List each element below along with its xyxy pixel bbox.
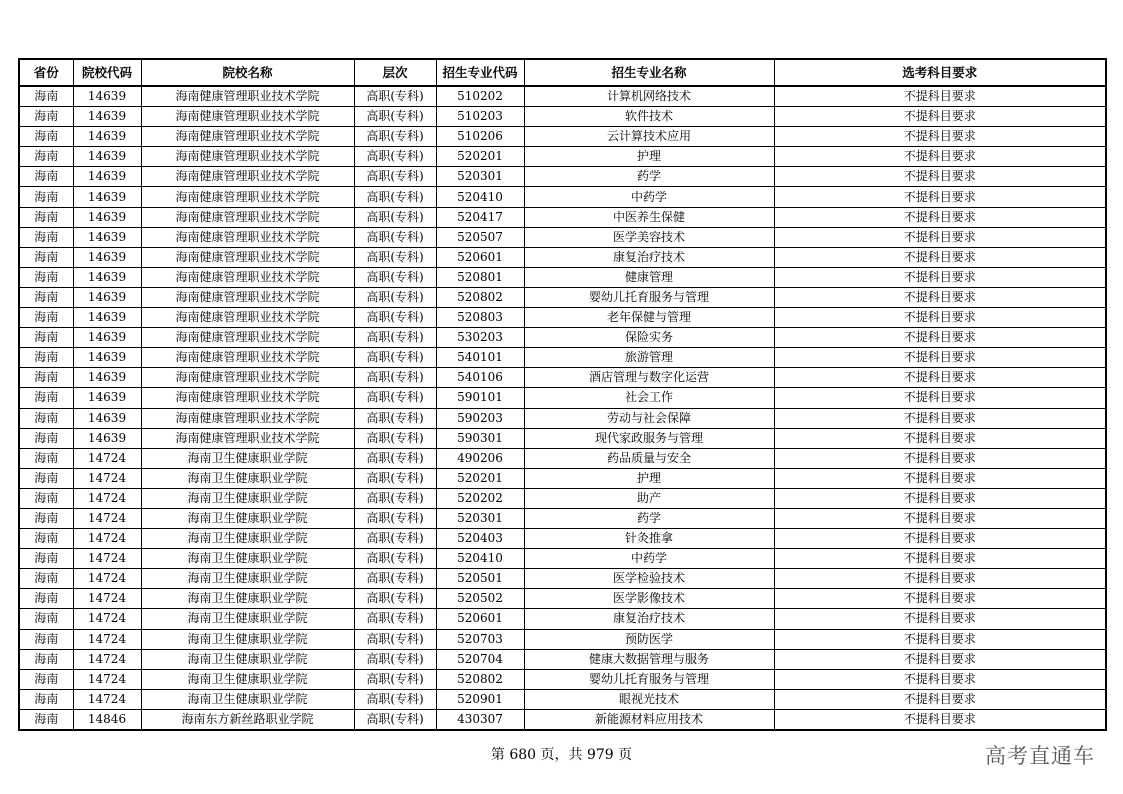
- cell-province: 海南: [19, 107, 73, 127]
- cell-subject-requirement: 不提科目要求: [774, 428, 1106, 448]
- table-row: [19, 308, 1106, 328]
- cell-major-name: 护理: [524, 147, 774, 167]
- cell-major-name: 老年保健与管理: [524, 308, 774, 328]
- cell-school-code: 14724: [73, 468, 141, 488]
- cell-major-name: 康复治疗技术: [524, 247, 774, 267]
- cell-subject-requirement: 不提科目要求: [774, 227, 1106, 247]
- cell-major-code: 520410: [436, 549, 524, 569]
- cell-subject-requirement: 不提科目要求: [774, 649, 1106, 669]
- cell-subject-requirement: 不提科目要求: [774, 267, 1106, 287]
- cell-school-name: 海南健康管理职业技术学院: [141, 107, 354, 127]
- cell-subject-requirement: 不提科目要求: [774, 508, 1106, 528]
- cell-major-code: 590301: [436, 428, 524, 448]
- watermark-logo: 高考直通车: [985, 744, 1095, 768]
- cell-school-name: 海南卫生健康职业学院: [141, 508, 354, 528]
- cell-level: 高职(专科): [354, 549, 436, 569]
- cell-subject-requirement: 不提科目要求: [774, 147, 1106, 167]
- cell-major-code: 510206: [436, 127, 524, 147]
- cell-subject-requirement: 不提科目要求: [774, 247, 1106, 267]
- cell-major-name: 医学检验技术: [524, 569, 774, 589]
- cell-school-code: 14724: [73, 549, 141, 569]
- cell-school-name: 海南卫生健康职业学院: [141, 488, 354, 508]
- cell-level: 高职(专科): [354, 86, 436, 107]
- cell-subject-requirement: 不提科目要求: [774, 328, 1106, 348]
- cell-major-code: 520802: [436, 669, 524, 689]
- table-row: [19, 408, 1106, 428]
- cell-school-code: 14724: [73, 609, 141, 629]
- cell-level: 高职(专科): [354, 368, 436, 388]
- cell-subject-requirement: 不提科目要求: [774, 207, 1106, 227]
- cell-school-name: 海南卫生健康职业学院: [141, 629, 354, 649]
- cell-school-code: 14724: [73, 649, 141, 669]
- cell-major-code: 520704: [436, 649, 524, 669]
- cell-school-name: 海南健康管理职业技术学院: [141, 328, 354, 348]
- cell-province: 海南: [19, 287, 73, 307]
- cell-province: 海南: [19, 629, 73, 649]
- cell-school-name: 海南东方新丝路职业学院: [141, 709, 354, 730]
- table-row: [19, 669, 1106, 689]
- cell-level: 高职(专科): [354, 508, 436, 528]
- cell-school-code: 14639: [73, 127, 141, 147]
- cell-school-name: 海南健康管理职业技术学院: [141, 86, 354, 107]
- cell-school-name: 海南卫生健康职业学院: [141, 669, 354, 689]
- cell-level: 高职(专科): [354, 629, 436, 649]
- cell-province: 海南: [19, 348, 73, 368]
- cell-major-name: 眼视光技术: [524, 689, 774, 709]
- cell-level: 高职(专科): [354, 308, 436, 328]
- cell-province: 海南: [19, 448, 73, 468]
- table-row: [19, 549, 1106, 569]
- cell-province: 海南: [19, 368, 73, 388]
- cell-province: 海南: [19, 187, 73, 207]
- cell-major-name: 计算机网络技术: [524, 86, 774, 107]
- table-row: [19, 448, 1106, 468]
- cell-subject-requirement: 不提科目要求: [774, 287, 1106, 307]
- cell-major-code: 520202: [436, 488, 524, 508]
- cell-school-name: 海南健康管理职业技术学院: [141, 368, 354, 388]
- cell-school-name: 海南健康管理职业技术学院: [141, 207, 354, 227]
- cell-major-code: 520301: [436, 167, 524, 187]
- header-province: 省份: [19, 59, 73, 86]
- cell-major-code: 520201: [436, 468, 524, 488]
- cell-school-code: 14639: [73, 107, 141, 127]
- cell-major-name: 药品质量与安全: [524, 448, 774, 468]
- cell-school-name: 海南健康管理职业技术学院: [141, 187, 354, 207]
- cell-school-code: 14639: [73, 147, 141, 167]
- cell-level: 高职(专科): [354, 609, 436, 629]
- table-row: [19, 147, 1106, 167]
- cell-level: 高职(专科): [354, 388, 436, 408]
- cell-school-code: 14724: [73, 448, 141, 468]
- table-row: [19, 227, 1106, 247]
- table-row: [19, 508, 1106, 528]
- cell-major-name: 康复治疗技术: [524, 609, 774, 629]
- cell-major-code: 590101: [436, 388, 524, 408]
- header-school-code: 院校代码: [73, 59, 141, 86]
- cell-major-name: 保险实务: [524, 328, 774, 348]
- cell-subject-requirement: 不提科目要求: [774, 107, 1106, 127]
- cell-major-code: 520417: [436, 207, 524, 227]
- cell-major-name: 酒店管理与数字化运营: [524, 368, 774, 388]
- header-school-name: 院校名称: [141, 59, 354, 86]
- cell-level: 高职(专科): [354, 529, 436, 549]
- cell-subject-requirement: 不提科目要求: [774, 388, 1106, 408]
- cell-school-code: 14639: [73, 247, 141, 267]
- cell-major-name: 健康管理: [524, 267, 774, 287]
- cell-major-code: 540101: [436, 348, 524, 368]
- cell-province: 海南: [19, 488, 73, 508]
- cell-level: 高职(专科): [354, 408, 436, 428]
- cell-major-name: 劳动与社会保障: [524, 408, 774, 428]
- table-row: [19, 629, 1106, 649]
- cell-subject-requirement: 不提科目要求: [774, 167, 1106, 187]
- cell-level: 高职(专科): [354, 468, 436, 488]
- cell-school-code: 14639: [73, 187, 141, 207]
- admission-table: [18, 58, 1107, 731]
- table-row: [19, 127, 1106, 147]
- cell-major-code: 520802: [436, 287, 524, 307]
- cell-school-code: 14724: [73, 589, 141, 609]
- table-row: [19, 709, 1106, 730]
- cell-major-code: 520507: [436, 227, 524, 247]
- cell-major-code: 510203: [436, 107, 524, 127]
- cell-level: 高职(专科): [354, 167, 436, 187]
- cell-province: 海南: [19, 207, 73, 227]
- cell-school-name: 海南卫生健康职业学院: [141, 468, 354, 488]
- cell-province: 海南: [19, 227, 73, 247]
- table-row: [19, 529, 1106, 549]
- header-major-name: 招生专业名称: [524, 59, 774, 86]
- cell-province: 海南: [19, 508, 73, 528]
- cell-major-code: 520703: [436, 629, 524, 649]
- cell-major-name: 中药学: [524, 549, 774, 569]
- cell-province: 海南: [19, 127, 73, 147]
- cell-subject-requirement: 不提科目要求: [774, 629, 1106, 649]
- cell-province: 海南: [19, 549, 73, 569]
- table-row: [19, 468, 1106, 488]
- cell-province: 海南: [19, 689, 73, 709]
- cell-level: 高职(专科): [354, 448, 436, 468]
- cell-school-code: 14724: [73, 529, 141, 549]
- cell-province: 海南: [19, 328, 73, 348]
- cell-major-code: 520502: [436, 589, 524, 609]
- cell-subject-requirement: 不提科目要求: [774, 468, 1106, 488]
- cell-major-code: 520301: [436, 508, 524, 528]
- table-row: [19, 86, 1106, 107]
- cell-school-name: 海南健康管理职业技术学院: [141, 167, 354, 187]
- table-row: [19, 569, 1106, 589]
- cell-major-code: 520601: [436, 609, 524, 629]
- table-row: [19, 107, 1106, 127]
- cell-level: 高职(专科): [354, 649, 436, 669]
- table-row: [19, 247, 1106, 267]
- cell-major-code: 540106: [436, 368, 524, 388]
- cell-major-code: 520801: [436, 267, 524, 287]
- table-row: [19, 609, 1106, 629]
- cell-subject-requirement: 不提科目要求: [774, 448, 1106, 468]
- header-row: [19, 59, 1106, 86]
- cell-major-code: 520501: [436, 569, 524, 589]
- cell-school-code: 14639: [73, 328, 141, 348]
- table-row: [19, 428, 1106, 448]
- cell-subject-requirement: 不提科目要求: [774, 86, 1106, 107]
- cell-major-name: 现代家政服务与管理: [524, 428, 774, 448]
- cell-school-name: 海南健康管理职业技术学院: [141, 308, 354, 328]
- cell-major-code: 520803: [436, 308, 524, 328]
- cell-major-code: 520201: [436, 147, 524, 167]
- cell-major-name: 药学: [524, 167, 774, 187]
- cell-school-name: 海南健康管理职业技术学院: [141, 267, 354, 287]
- header-level: 层次: [354, 59, 436, 86]
- cell-major-name: 婴幼儿托育服务与管理: [524, 669, 774, 689]
- cell-province: 海南: [19, 569, 73, 589]
- cell-level: 高职(专科): [354, 227, 436, 247]
- table-row: [19, 368, 1106, 388]
- cell-school-code: 14639: [73, 207, 141, 227]
- cell-subject-requirement: 不提科目要求: [774, 368, 1106, 388]
- cell-major-name: 健康大数据管理与服务: [524, 649, 774, 669]
- cell-school-code: 14639: [73, 287, 141, 307]
- cell-level: 高职(专科): [354, 267, 436, 287]
- cell-subject-requirement: 不提科目要求: [774, 669, 1106, 689]
- cell-major-name: 社会工作: [524, 388, 774, 408]
- cell-major-code: 530203: [436, 328, 524, 348]
- cell-major-name: 云计算技术应用: [524, 127, 774, 147]
- cell-province: 海南: [19, 529, 73, 549]
- cell-province: 海南: [19, 589, 73, 609]
- cell-subject-requirement: 不提科目要求: [774, 569, 1106, 589]
- cell-level: 高职(专科): [354, 107, 436, 127]
- cell-province: 海南: [19, 86, 73, 107]
- cell-level: 高职(专科): [354, 187, 436, 207]
- cell-level: 高职(专科): [354, 428, 436, 448]
- cell-school-code: 14639: [73, 227, 141, 247]
- cell-major-name: 助产: [524, 488, 774, 508]
- table-row: [19, 689, 1106, 709]
- cell-province: 海南: [19, 649, 73, 669]
- cell-school-code: 14724: [73, 629, 141, 649]
- table-row: [19, 267, 1106, 287]
- table-row: [19, 649, 1106, 669]
- cell-school-name: 海南卫生健康职业学院: [141, 609, 354, 629]
- cell-school-code: 14639: [73, 86, 141, 107]
- page-number: 第 680 页，共 979 页: [490, 747, 633, 763]
- cell-major-code: 520601: [436, 247, 524, 267]
- cell-subject-requirement: 不提科目要求: [774, 709, 1106, 730]
- cell-school-name: 海南健康管理职业技术学院: [141, 227, 354, 247]
- cell-school-name: 海南卫生健康职业学院: [141, 529, 354, 549]
- table-row: [19, 167, 1106, 187]
- cell-level: 高职(专科): [354, 287, 436, 307]
- cell-major-code: 490206: [436, 448, 524, 468]
- cell-subject-requirement: 不提科目要求: [774, 488, 1106, 508]
- cell-level: 高职(专科): [354, 127, 436, 147]
- cell-subject-requirement: 不提科目要求: [774, 529, 1106, 549]
- cell-school-name: 海南健康管理职业技术学院: [141, 348, 354, 368]
- table-row: [19, 328, 1106, 348]
- cell-level: 高职(专科): [354, 207, 436, 227]
- table-header: [19, 59, 1106, 86]
- cell-province: 海南: [19, 609, 73, 629]
- table-row: [19, 187, 1106, 207]
- cell-level: 高职(专科): [354, 589, 436, 609]
- cell-school-code: 14639: [73, 348, 141, 368]
- cell-school-name: 海南卫生健康职业学院: [141, 649, 354, 669]
- cell-province: 海南: [19, 468, 73, 488]
- table-body: [19, 86, 1106, 730]
- cell-province: 海南: [19, 388, 73, 408]
- cell-major-code: 520410: [436, 187, 524, 207]
- table-row: [19, 287, 1106, 307]
- cell-province: 海南: [19, 308, 73, 328]
- cell-school-name: 海南健康管理职业技术学院: [141, 147, 354, 167]
- cell-province: 海南: [19, 147, 73, 167]
- cell-subject-requirement: 不提科目要求: [774, 408, 1106, 428]
- cell-major-name: 旅游管理: [524, 348, 774, 368]
- cell-school-code: 14639: [73, 408, 141, 428]
- table-row: [19, 207, 1106, 227]
- cell-level: 高职(专科): [354, 348, 436, 368]
- cell-school-name: 海南卫生健康职业学院: [141, 569, 354, 589]
- cell-province: 海南: [19, 247, 73, 267]
- cell-major-code: 430307: [436, 709, 524, 730]
- cell-subject-requirement: 不提科目要求: [774, 549, 1106, 569]
- cell-subject-requirement: 不提科目要求: [774, 308, 1106, 328]
- cell-school-name: 海南卫生健康职业学院: [141, 448, 354, 468]
- cell-province: 海南: [19, 167, 73, 187]
- cell-province: 海南: [19, 709, 73, 730]
- cell-level: 高职(专科): [354, 147, 436, 167]
- cell-level: 高职(专科): [354, 689, 436, 709]
- cell-major-code: 590203: [436, 408, 524, 428]
- cell-major-name: 中药学: [524, 187, 774, 207]
- cell-school-code: 14724: [73, 508, 141, 528]
- cell-school-name: 海南健康管理职业技术学院: [141, 247, 354, 267]
- cell-school-name: 海南健康管理职业技术学院: [141, 388, 354, 408]
- cell-subject-requirement: 不提科目要求: [774, 187, 1106, 207]
- cell-subject-requirement: 不提科目要求: [774, 348, 1106, 368]
- cell-school-code: 14724: [73, 569, 141, 589]
- cell-major-code: 510202: [436, 86, 524, 107]
- cell-major-name: 软件技术: [524, 107, 774, 127]
- table-row: [19, 348, 1106, 368]
- cell-school-code: 14639: [73, 388, 141, 408]
- cell-major-name: 中医养生保健: [524, 207, 774, 227]
- cell-subject-requirement: 不提科目要求: [774, 589, 1106, 609]
- cell-major-name: 针灸推拿: [524, 529, 774, 549]
- table-row: [19, 488, 1106, 508]
- cell-school-name: 海南健康管理职业技术学院: [141, 127, 354, 147]
- cell-school-name: 海南健康管理职业技术学院: [141, 408, 354, 428]
- cell-level: 高职(专科): [354, 488, 436, 508]
- cell-province: 海南: [19, 669, 73, 689]
- cell-level: 高职(专科): [354, 709, 436, 730]
- cell-school-code: 14639: [73, 267, 141, 287]
- cell-school-code: 14724: [73, 689, 141, 709]
- cell-subject-requirement: 不提科目要求: [774, 127, 1106, 147]
- cell-school-code: 14639: [73, 308, 141, 328]
- cell-subject-requirement: 不提科目要求: [774, 689, 1106, 709]
- cell-major-code: 520403: [436, 529, 524, 549]
- cell-major-name: 婴幼儿托育服务与管理: [524, 287, 774, 307]
- table-row: [19, 589, 1106, 609]
- cell-subject-requirement: 不提科目要求: [774, 609, 1106, 629]
- header-major-code: 招生专业代码: [436, 59, 524, 86]
- cell-school-name: 海南卫生健康职业学院: [141, 689, 354, 709]
- cell-school-code: 14639: [73, 428, 141, 448]
- cell-school-name: 海南卫生健康职业学院: [141, 589, 354, 609]
- cell-school-code: 14639: [73, 167, 141, 187]
- cell-major-name: 预防医学: [524, 629, 774, 649]
- cell-province: 海南: [19, 267, 73, 287]
- cell-level: 高职(专科): [354, 569, 436, 589]
- table-row: [19, 388, 1106, 408]
- cell-school-code: 14724: [73, 488, 141, 508]
- cell-major-name: 药学: [524, 508, 774, 528]
- cell-province: 海南: [19, 428, 73, 448]
- cell-school-code: 14724: [73, 669, 141, 689]
- cell-major-name: 护理: [524, 468, 774, 488]
- cell-major-code: 520901: [436, 689, 524, 709]
- cell-level: 高职(专科): [354, 669, 436, 689]
- cell-school-name: 海南卫生健康职业学院: [141, 549, 354, 569]
- cell-school-code: 14639: [73, 368, 141, 388]
- cell-school-code: 14846: [73, 709, 141, 730]
- cell-school-name: 海南健康管理职业技术学院: [141, 287, 354, 307]
- header-subject-requirement: 选考科目要求: [774, 59, 1106, 86]
- cell-major-name: 医学影像技术: [524, 589, 774, 609]
- cell-level: 高职(专科): [354, 328, 436, 348]
- cell-level: 高职(专科): [354, 247, 436, 267]
- cell-major-name: 医学美容技术: [524, 227, 774, 247]
- cell-major-name: 新能源材料应用技术: [524, 709, 774, 730]
- cell-province: 海南: [19, 408, 73, 428]
- cell-school-name: 海南健康管理职业技术学院: [141, 428, 354, 448]
